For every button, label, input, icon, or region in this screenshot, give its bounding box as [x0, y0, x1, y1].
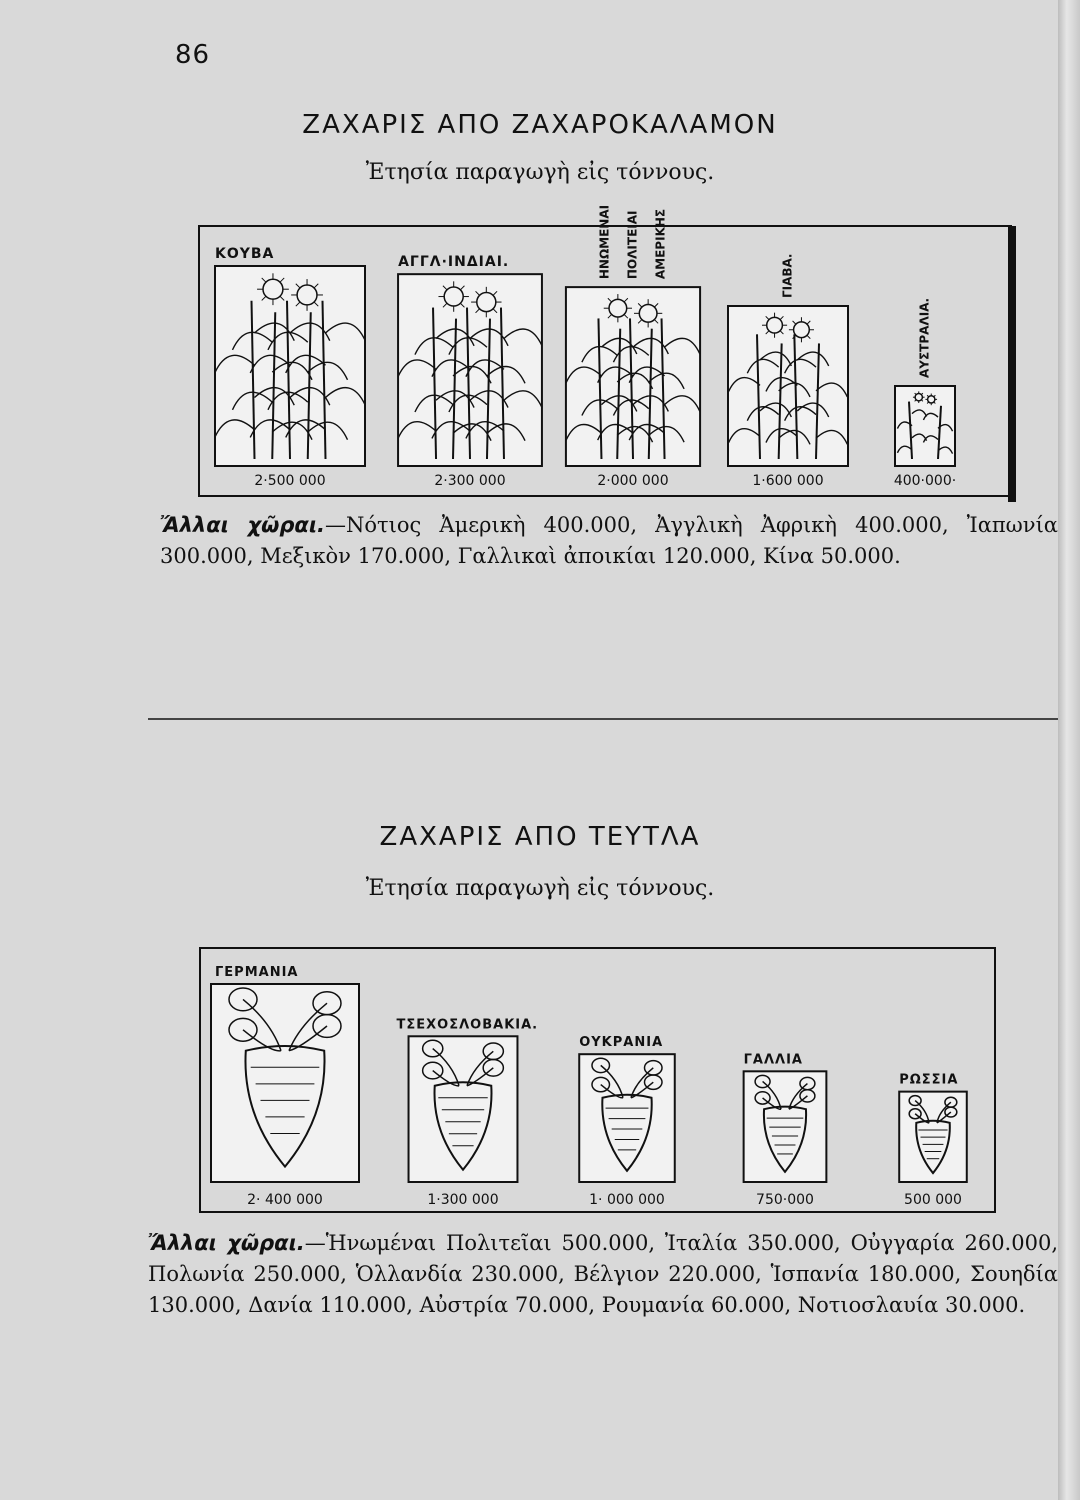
cane-category-label-3-1: ΗΝΩΜΕΝΑΙ	[597, 204, 612, 280]
beet-bar-4	[744, 1071, 827, 1182]
cane-other-countries	[160, 510, 1058, 572]
cane-value-label-2: 2·300 000	[434, 473, 506, 489]
beet-bar-1	[211, 984, 359, 1182]
cane-bar-frame-5	[895, 386, 955, 466]
cane-category-label-1: ΚΟΥΒΑ	[215, 246, 275, 262]
cane-bar-frame-4	[728, 306, 848, 466]
cane-category-label-4-1: ΓΙΑΒΑ.	[780, 253, 795, 298]
beet-bar-2	[409, 1036, 518, 1182]
cane-chart-title: ΖΑΧΑΡΙΣ ΑΠΟ ΖΑΧΑΡΟΚΑΛΑΜΟΝ	[302, 110, 778, 140]
beet-bar-frame-1	[211, 984, 359, 1182]
beet-chart-title: ΖΑΧΑΡΙΣ ΑΠΟ ΤΕΥΤΛΑ	[379, 822, 701, 852]
cane-category-label-2: ΑΓΓΛ·ΙΝΔΙΑΙ.	[398, 254, 510, 271]
beet-bar-3	[579, 1054, 675, 1182]
beet-value-label-2: 1·300 000	[427, 1192, 499, 1208]
beet-other-countries-lead: Ἄλλαι χῶραι.	[148, 1231, 305, 1255]
cane-bar-3	[566, 287, 700, 466]
section-divider	[148, 718, 1058, 720]
cane-pictogram-chart	[195, 204, 1025, 507]
cane-category-label-3-3: ΑΜΕΡΙΚΗΣ	[653, 208, 668, 280]
cane-category-label-5-1: ΑΥΣΤΡΑΛΙΑ.	[917, 297, 932, 378]
beet-value-label-4: 750·000	[756, 1192, 814, 1208]
beet-category-label-5: ΡΩΣΣΙΑ	[899, 1072, 959, 1088]
beet-category-label-1: ΓΕΡΜΑΝΙΑ	[215, 965, 299, 980]
cane-value-label-5: 400·000·	[893, 473, 957, 489]
cane-other-countries-text: —Νότιος Ἀμερικὴ 400.000, Ἀγγλικὴ Ἀφρικὴ 400.000, Ἰαπωνία 300.000, Μεξικὸν 170.000, Γαλλικαὶ ἀποικίαι 120.000, Κίνα 50.000.	[160, 513, 1058, 568]
beet-value-label-5: 500 000	[904, 1192, 962, 1208]
beet-chart-subtitle: Ἐτησία παραγωγὴ εἰς τόννους.	[365, 876, 715, 901]
cane-value-label-1: 2·500 000	[254, 473, 326, 489]
beet-other-countries-text: —Ἡνωμέναι Πολιτεῖαι 500.000, Ἰταλία 350.000, Οὐγγαρία 260.000, Πολωνία 250.000, Ὁλλανδία 230.000, Βέλγιον 220.000, Ἱσπανία 180.000, Σουηδία 130.000, Δανία 110.000, Αὐστρία 70.000, Ρουμανία 60.000, Νοτιοσλαυία 30.000.	[148, 1231, 1058, 1317]
beet-other-countries	[148, 1228, 1058, 1321]
beet-bar-frame-2	[409, 1036, 518, 1182]
beet-category-label-3: ΟΥΚΡΑΝΙΑ	[579, 1035, 664, 1051]
beet-bar-5	[899, 1092, 967, 1182]
beet-pictogram-chart	[190, 942, 1005, 1222]
beet-value-label-1: 2· 400 000	[247, 1192, 323, 1208]
cane-other-countries-lead: Ἄλλαι χῶραι.	[160, 513, 326, 537]
beet-category-label-4: ΓΑΛΛΙΑ	[743, 1052, 804, 1068]
page-edge-shadow	[1058, 0, 1080, 1500]
cane-value-label-4: 1·600 000	[752, 473, 824, 489]
cane-value-label-3: 2·000 000	[597, 473, 669, 489]
cane-bar-1	[215, 266, 366, 466]
cane-category-label-3-2: ΠΟΛΙΤΕΙΑΙ	[625, 210, 640, 280]
beet-bar-frame-3	[579, 1054, 675, 1182]
cane-bar-2	[398, 274, 542, 466]
beet-value-label-3: 1· 000 000	[589, 1192, 665, 1208]
cane-bar-4	[728, 306, 848, 466]
cane-chart-subtitle: Ἐτησία παραγωγὴ εἰς τόννους.	[365, 160, 715, 185]
cane-chart-frame-shadow	[1008, 226, 1016, 502]
cane-bar-5	[895, 386, 955, 466]
beet-category-label-2: ΤΣΕΧΟΣΛΟΒΑΚΙΑ.	[396, 1017, 539, 1033]
page-number: 86	[175, 40, 211, 70]
